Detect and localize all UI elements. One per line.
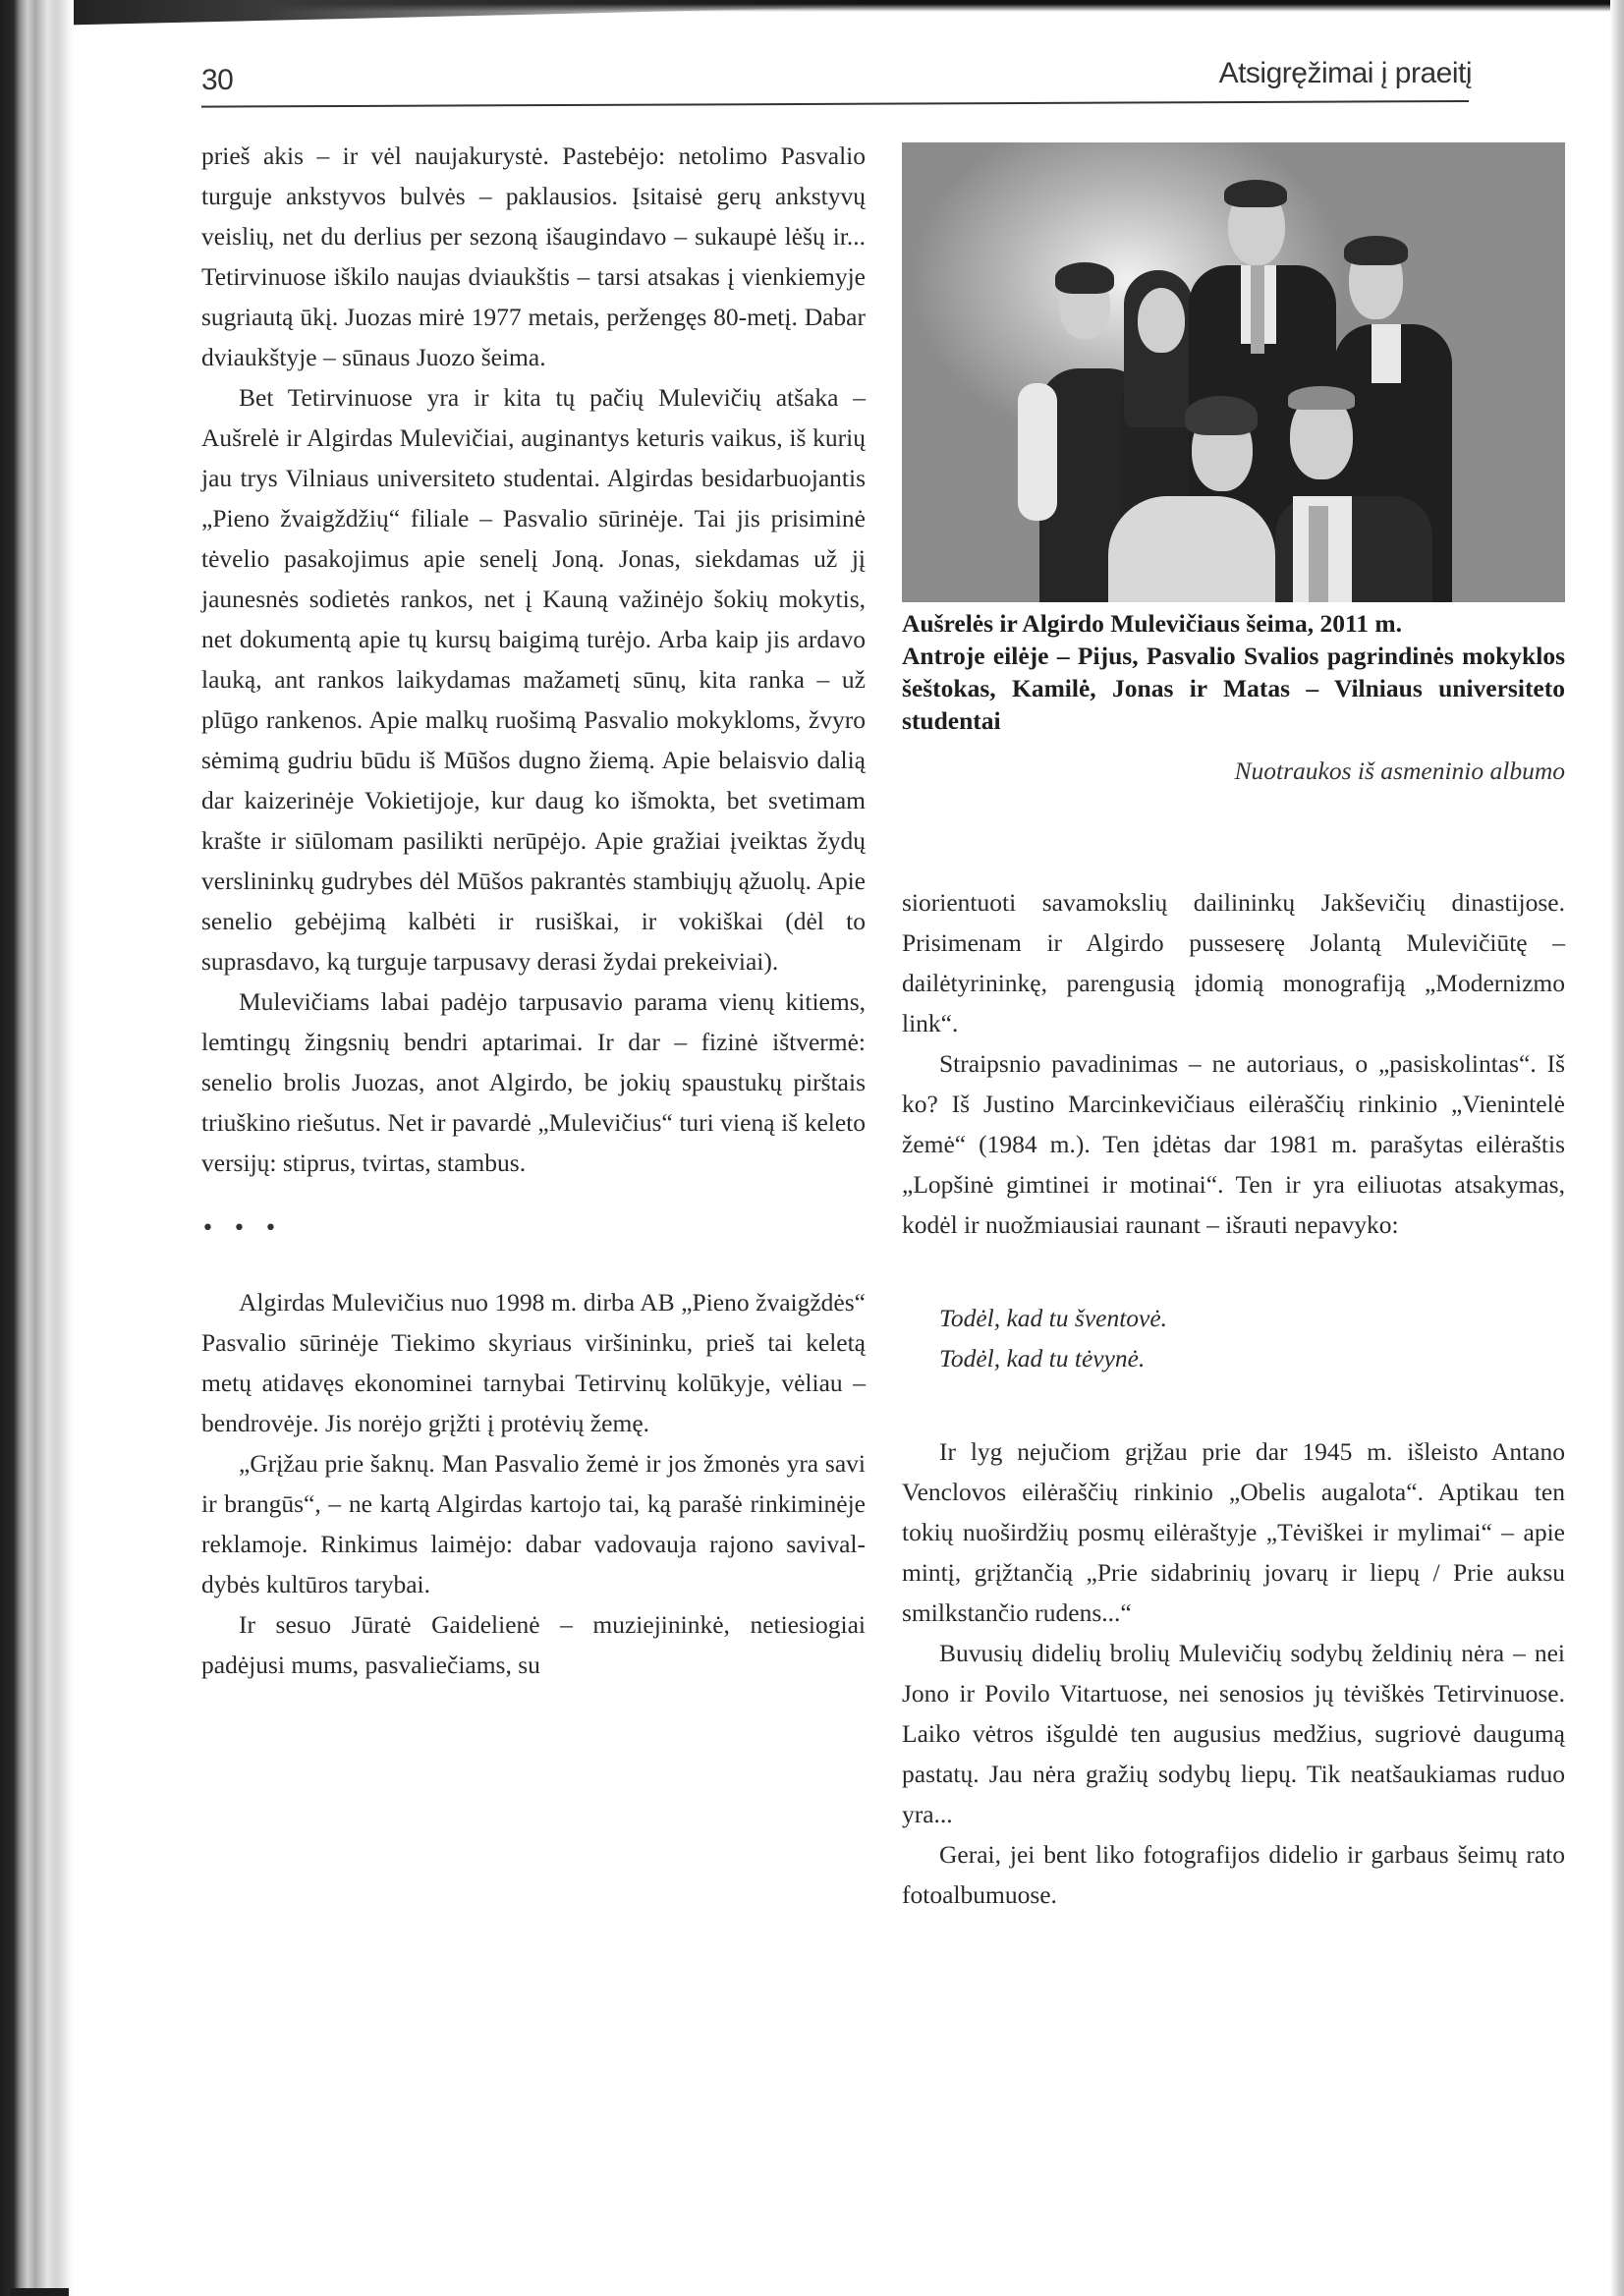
photo-credit: Nuotraukos iš asmeninio albumo <box>1234 756 1565 785</box>
person-tie <box>1309 506 1328 602</box>
paragraph: Ir sesuo Jūratė Gaidelienė – muziejininkė, netiesiogiai padėjusi mums, pasvaliečiams, su <box>201 1610 866 1679</box>
photo-caption <box>902 607 1565 737</box>
person-hair <box>1055 262 1114 294</box>
person-hair <box>1288 386 1355 410</box>
person-head <box>1138 288 1185 353</box>
caption-line: Aušrelės ir Algirdo Mulevičiaus šeima, 2011 m. <box>902 609 1403 638</box>
paragraph: siorientuoti savamokslių dailininkų Jakševičių dinastijose. Prisimenam ir Algirdo pusseserę Jolantą Mulevičiūtę – dailėtyrininkę, parengusią įdomią monografiją „Modernizmo link“. <box>902 888 1565 1037</box>
running-title: Atsigręžimai į praeitį <box>1218 57 1472 89</box>
page-top-shadow <box>0 0 884 26</box>
paragraph: Buvusių didelių brolių Mulevičių sodybų želdinių nėra – nei Jono ir Povilo Vitartuose, nei senosios jų tėviškės Tetirvinuose. Laiko vėtros išguldė ten augusius medžius, sugriovė daugumą pastatų. Jau nėra gražių sodybų liepų. Tik neatšaukiamas ruduo yra... <box>902 1639 1565 1828</box>
page-right-edge <box>1610 0 1624 2296</box>
page-number: 30 <box>201 64 234 96</box>
paragraph: Gerai, jei bent liko fotografijos didelio ir garbaus šeimų rato fotoalbumuose. <box>902 1840 1565 1909</box>
poem-quote <box>939 1298 1565 1378</box>
paragraph: Ir lyg nejučiom grįžau prie dar 1945 m. išleisto Antano Venclovos eilėraščių rinkinio „Obelis augalota“. Aptikau ten tokių nuoširdžių posmų eilėraštyje „Tėviškei ir mylimai“ – apie mintį, grįžtančią „Prie sidabrinių jovarų ir liepų / Prie auksu smilkstančio rudens...“ <box>902 1437 1565 1627</box>
person-mother-cardigan <box>1108 496 1275 602</box>
header-rule <box>201 100 1469 108</box>
person-tie <box>1251 265 1264 354</box>
paragraph: Bet Tetirvinuose yra ir kita tų pačių Mulevičių atšaka – Aušrelė ir Algirdas Mulevičiai, auginantys keturis vaikus, iš kurių jau trys Vilniaus universiteto studentai. Algirdas besidarbuojantis „Pieno žvaigždžių“ filiale – Pasvalio sūrinėje. Tai jis prisiminė tėvelio pasakojimus apie senelį Joną. Jonas, siekdamas už jį jaunesnės sodietės rankos, net į Kauną važinėjo šokių mokytis, net dokumentą apie tų kursų baigimą turėjo. Arba kaip jis ardavo lauką, ant rankos laikydamas mažametį sūnų, kita ranka – už plūgo rankenos. Apie malkų ruošimą Pasvalio mokykloms, žvyro sėmimą gudriu būdu iš Mūšos dugno žiemą. Apie belaisvio dalią dar kaizerinėje Vokietijoje, kur daug ko išmokta, bet svetimam krašte ir siūlomam pasilikti nerūpėjo. Apie gražiai įveiktas žydų verslininkų gudrybes dėl Mūšos pakrantės stambiųjų ąžuolų. Apie senelio gebėjimą kalbėti ir rusiškai, ir vokiškai (dėl to suprasdavo, ką turguje tarpusavy derasi žydai prekeiviai). <box>201 383 866 976</box>
paragraph: Algirdas Mulevičius nuo 1998 m. dirba AB „Pieno žvaigždės“ Pasvalio sūrinėje Tiekimo skyriaus viršininku, prieš tai keletą metų atidavęs ekonominei tarnybai Tetirvinų kolūkyje, vėliau – bendrovėje. Jis norėjo grįžti į protėvių žemę. <box>201 1288 866 1437</box>
poem-line: Todėl, kad tu šventovė. <box>939 1304 1168 1332</box>
book-spine-edge <box>0 0 74 2296</box>
person-hair <box>1185 396 1258 435</box>
person-hair <box>1344 236 1408 265</box>
section-break: • • • <box>201 1216 283 1241</box>
person-shirt <box>1372 324 1401 383</box>
person-sleeve <box>1018 383 1057 521</box>
left-column <box>201 136 866 1685</box>
paragraph: Straipsnio pavadinimas – ne autoriaus, o „pasiskolintas“. Iš ko? Iš Justino Marcinkevičiaus eilėraščių rinkinio „Vienintelė žemė“ (1984 m.). Ten įdėtas dar 1981 m. parašytas eilėraštis „Lopšinė gimtinei ir motinai“. Ten ir yra eiliuotas atsakymas, kodėl ir nuožmiausiai raunant – išrauti nepavyko: <box>902 1049 1565 1239</box>
paragraph: prieš akis – ir vėl naujakurystė. Pastebėjo: netolimo Pasvalio turguje ankstyvos bulvės – paklausios. Įsitaisė gerų ankstyvų veislių, net du derlius per sezoną išaugindavo – sukaupė lėšų ir... Tetirvinuose iškilo naujas dviaukštis – tarsi atsakas į vienkiemyje sugriautą ūkį. Juozas mirė 1977 metais, peržengęs 80-metį. Dabar dviaukštyje – sūnaus Juozo šeima. <box>201 141 866 371</box>
paragraph: Mulevičiams labai padėjo tarpusavio parama vienų kitiems, lemtingų žingsnių bendri aptarimai. Ir dar – fizinė ištvermė: senelio brolis Juozas, anot Algirdo, be jokių spaustukų pirštais triuškino riešutus. Net ir pavardė „Mulevičius“ turi vieną iš keleto versijų: stiprus, tvirtas, stambus. <box>201 987 866 1177</box>
family-portrait-photo <box>902 142 1565 602</box>
caption-line: Antroje eilėje – Pijus, Pasvalio Svalios pagrindinės mokyklos šeštokas, Kamilė, Jonas ir Matas – Vilniaus universiteto studentai <box>902 642 1565 735</box>
page-bottom-edge <box>10 2288 69 2296</box>
paragraph: „Grįžau prie šaknų. Man Pasvalio žemė ir jos žmonės yra savi ir brangūs“, – ne kartą Algirdas kartojo tai, ką parašė rinkiminėje reklamoje. Rinkimus laimėjo: dabar vadovauja rajono savivaldybės kultūros tarybai. <box>201 1449 866 1598</box>
poem-line: Todėl, kad tu tėvynė. <box>939 1344 1146 1372</box>
right-column <box>902 882 1565 1915</box>
person-hair <box>1224 180 1287 207</box>
